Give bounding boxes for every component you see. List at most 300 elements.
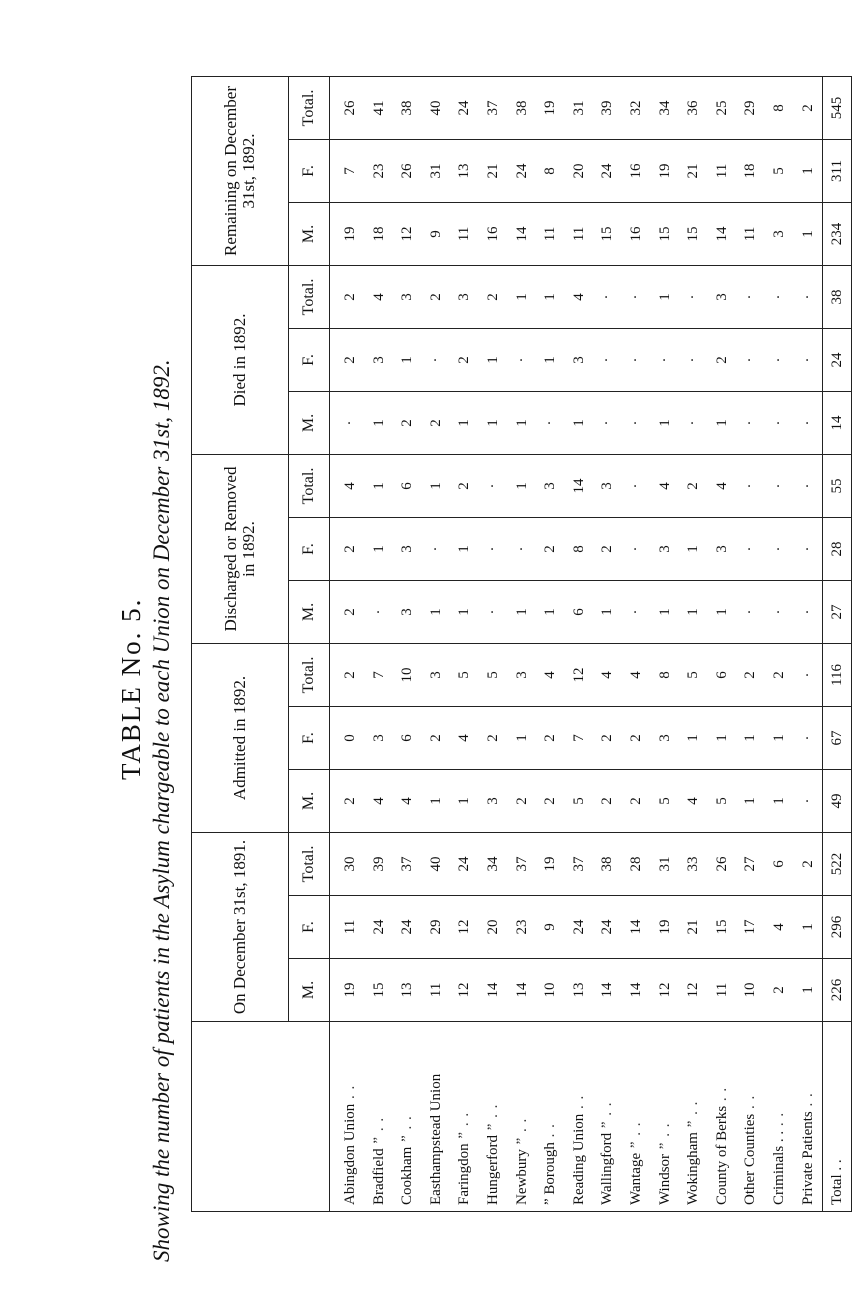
table-cell: 4 (370, 797, 387, 805)
table-cell: 24 (599, 919, 616, 935)
header-died: Died in 1892. (192, 265, 289, 454)
table-cell: 30 (342, 856, 358, 872)
leader-dots: . . (342, 1084, 358, 1104)
table-cell: 3 (370, 734, 387, 742)
table-cell: 40 (427, 100, 444, 116)
union-name: Hungerford (484, 1135, 501, 1205)
table-cell: 5 (770, 167, 787, 175)
table-cell: · (484, 483, 501, 489)
table-cell: 9 (542, 923, 559, 931)
union-name: Windsor (656, 1153, 673, 1205)
union-name: Other Counties (742, 1113, 759, 1205)
table-cell: 2 (742, 671, 759, 679)
table-cell: 3 (399, 545, 416, 553)
leader-dots: ” . . (456, 1111, 473, 1144)
subhead-total: Total. (289, 833, 330, 896)
table-cell: 3 (542, 482, 559, 490)
table-cell: 39 (599, 100, 616, 116)
table-cell: 1 (399, 356, 416, 364)
table-cell: 41 (370, 100, 387, 116)
table-cell: 4 (656, 482, 673, 490)
union-name: Bradfield (370, 1148, 387, 1205)
died-total-column (330, 265, 823, 328)
table-cell: 19 (656, 163, 673, 179)
table-cell: · (427, 546, 444, 552)
table-cell: 14 (713, 226, 730, 242)
table-cell: 11 (342, 919, 358, 935)
table-cell: 1 (427, 608, 444, 616)
table-cell: 3 (713, 545, 730, 553)
table-cell: 12 (456, 919, 473, 935)
table-cell: 2 (342, 671, 358, 679)
table-cell: 2 (770, 671, 787, 679)
table-cell: 2 (627, 734, 644, 742)
union-name: Wallingford (599, 1132, 616, 1205)
leader-dots: ” . . (399, 1115, 416, 1147)
subhead-m: M. (289, 959, 330, 1022)
table-cell: 8 (542, 167, 559, 175)
table-cell: 1 (456, 797, 473, 805)
union-name: Newbury (513, 1149, 530, 1205)
discharged-f-column (330, 518, 823, 581)
discharged-total-column (330, 454, 823, 517)
table-cell: 18 (742, 163, 759, 179)
table-cell: 2 (599, 734, 616, 742)
table-cell: 1 (456, 419, 473, 427)
table-cell: 2 (456, 482, 473, 490)
subhead-f: F. (289, 518, 330, 581)
subhead-m: M. (289, 202, 330, 265)
subhead-m: M. (289, 391, 330, 454)
subhead-total: Total. (289, 265, 330, 328)
table-cell: · (799, 672, 816, 678)
body-row (330, 76, 823, 1211)
table-cell: 4 (399, 797, 416, 805)
table-cell: 1 (542, 356, 559, 364)
table-number: TABLE No. 5. (116, 597, 146, 780)
table-cell: 31 (570, 100, 587, 116)
table-cell: 4 (570, 293, 587, 301)
table-cell: 29 (742, 100, 759, 116)
total-admitted-f: 67 (823, 707, 852, 770)
table-cell: 2 (799, 860, 816, 868)
table-cell: 3 (370, 356, 387, 364)
table-cell: 14 (627, 919, 644, 935)
table-cell: · (770, 420, 787, 426)
table-cell: 1 (599, 608, 616, 616)
table-cell: 2 (627, 797, 644, 805)
table-cell: 7 (342, 167, 358, 175)
table-cell: 15 (370, 982, 387, 998)
table-cell: 24 (399, 919, 416, 935)
union-name: Abingdon Union (342, 1103, 358, 1205)
table-cell: 1 (656, 419, 673, 427)
table-cell: 38 (599, 856, 616, 872)
total-discharged-total: 55 (823, 454, 852, 517)
remaining-m-column (330, 202, 823, 265)
table-cell: 6 (770, 860, 787, 868)
union-names-column (330, 1022, 823, 1212)
table-cell: 4 (770, 923, 787, 931)
table-cell: 29 (427, 919, 444, 935)
total-label: Total . . (823, 1022, 852, 1212)
table-cell: 4 (599, 671, 616, 679)
subhead-f: F. (289, 896, 330, 959)
table-cell: 25 (713, 100, 730, 116)
total-admitted-m: 49 (823, 770, 852, 833)
table-cell: 31 (427, 163, 444, 179)
table-cell: 19 (542, 856, 559, 872)
union-name: Wokingham (685, 1132, 702, 1205)
table-cell: 12 (656, 982, 673, 998)
subhead-m: M. (289, 581, 330, 644)
table-cell: 4 (542, 671, 559, 679)
leader-dots: ” . . (656, 1122, 673, 1154)
table-cell: 14 (599, 982, 616, 998)
table-cell: 10 (742, 982, 759, 998)
table-cell: 2 (342, 545, 358, 553)
table-cell: · (742, 609, 759, 615)
table-cell: 6 (399, 482, 416, 490)
table-cell: 34 (484, 856, 501, 872)
table-cell: 2 (799, 104, 816, 112)
table-cell: 16 (627, 226, 644, 242)
table-cell: 37 (399, 856, 416, 872)
table-cell: 1 (456, 608, 473, 616)
table-cell: 31 (656, 856, 673, 872)
table-cell: 28 (627, 856, 644, 872)
table-cell: 16 (627, 163, 644, 179)
union-name: ” Borough (542, 1142, 559, 1205)
table-cell: 2 (599, 797, 616, 805)
table-cell: · (627, 294, 644, 300)
table-cell: 2 (342, 356, 358, 364)
table-cell: 24 (456, 856, 473, 872)
union-name: Wantage (627, 1152, 644, 1205)
union-name: Criminals . . (770, 1130, 787, 1205)
table-cell: 1 (770, 734, 787, 742)
table-cell: · (799, 735, 816, 741)
table-cell: 2 (770, 986, 787, 994)
table-cell: 23 (370, 163, 387, 179)
table-cell: 20 (570, 163, 587, 179)
table-cell: 1 (713, 734, 730, 742)
union-name: Faringdon (456, 1143, 473, 1205)
table-cell: · (770, 357, 787, 363)
table-cell: 6 (713, 671, 730, 679)
table-cell: 26 (399, 163, 416, 179)
union-label (336, 1025, 365, 1205)
table-cell: · (742, 420, 759, 426)
subhead-total: Total. (289, 454, 330, 517)
table-cell: 27 (742, 856, 759, 872)
table-cell: · (627, 483, 644, 489)
table-cell: 1 (570, 419, 587, 427)
total-on-total: 522 (823, 833, 852, 896)
table-cell: 1 (427, 482, 444, 490)
union-label (393, 1025, 422, 1205)
table-cell: · (742, 357, 759, 363)
label-column-header (192, 1022, 330, 1212)
table-cell: 1 (542, 608, 559, 616)
table-cell: 5 (656, 797, 673, 805)
table-cell: 18 (370, 226, 387, 242)
leader-dots: ” . . (513, 1117, 530, 1150)
union-label (679, 1025, 708, 1205)
table-cell: 1 (370, 419, 387, 427)
table-cell: 7 (370, 671, 387, 679)
table-cell: · (799, 294, 816, 300)
table-cell: 3 (656, 734, 673, 742)
admitted-f-column (330, 707, 823, 770)
table-cell: 2 (427, 293, 444, 301)
table-cell: 1 (685, 734, 702, 742)
table-cell: 2 (427, 734, 444, 742)
table-caption: Showing the number of patients in the Asylum chargeable to each Union on December 31st, 1892. (149, 359, 174, 1262)
union-label (708, 1025, 737, 1205)
table-cell: 37 (484, 100, 501, 116)
table-cell: 1 (685, 545, 702, 553)
table-cell: 2 (484, 734, 501, 742)
table-cell: 11 (542, 226, 559, 242)
table-cell: 11 (427, 982, 444, 998)
table-cell: · (799, 357, 816, 363)
table-cell: 1 (770, 797, 787, 805)
total-remaining-total: 545 (823, 76, 852, 139)
table-cell: 24 (370, 919, 387, 935)
table-cell: 12 (456, 982, 473, 998)
table-cell: 5 (456, 671, 473, 679)
table-cell: 38 (399, 100, 416, 116)
table-cell: 3 (513, 671, 530, 679)
table-cell: 24 (570, 919, 587, 935)
table-cell: · (770, 546, 787, 552)
table-cell: · (599, 357, 616, 363)
table-cell: 0 (342, 734, 358, 742)
table-cell: · (627, 357, 644, 363)
table-cell: 3 (656, 545, 673, 553)
table-cell: 1 (656, 608, 673, 616)
table-cell: 3 (456, 293, 473, 301)
table-cell: · (427, 357, 444, 363)
table-cell: 1 (427, 797, 444, 805)
union-label (450, 1025, 479, 1205)
table-cell: 5 (570, 797, 587, 805)
table-cell: 15 (599, 226, 616, 242)
table-cell: 5 (685, 671, 702, 679)
table-cell: 39 (370, 856, 387, 872)
table-cell: 19 (342, 982, 358, 998)
table-cell: 14 (513, 226, 530, 242)
table-cell: · (770, 294, 787, 300)
table-cell: 15 (685, 226, 702, 242)
table-cell: 2 (542, 734, 559, 742)
total-row (823, 76, 852, 1211)
table-cell: · (627, 609, 644, 615)
table-cell: 37 (513, 856, 530, 872)
table-cell: 1 (713, 419, 730, 427)
table-cell: · (685, 357, 702, 363)
leader-dots: . . (770, 1111, 787, 1131)
on-dec-1891-m-column (330, 959, 823, 1022)
table-cell: · (685, 294, 702, 300)
total-discharged-f: 28 (823, 518, 852, 581)
table-cell: · (627, 420, 644, 426)
subhead-total: Total. (289, 76, 330, 139)
total-remaining-m: 234 (823, 202, 852, 265)
union-label (479, 1025, 508, 1205)
leader-dots: ” . . (484, 1103, 501, 1136)
table-cell: 11 (570, 226, 587, 242)
table-cell: · (770, 609, 787, 615)
table-cell: 1 (713, 608, 730, 616)
leader-dots: . . (742, 1094, 759, 1114)
discharged-m-column (330, 581, 823, 644)
table-cell: · (799, 546, 816, 552)
table-cell: 11 (456, 226, 473, 242)
table-cell: 23 (513, 919, 530, 935)
subhead-f: F. (289, 707, 330, 770)
table-cell: 19 (542, 100, 559, 116)
remaining-total-column (330, 76, 823, 139)
table-cell: 32 (627, 100, 644, 116)
total-died-f: 24 (823, 328, 852, 391)
union-label (651, 1025, 680, 1205)
union-label (736, 1025, 765, 1205)
table-cell: · (742, 294, 759, 300)
table-cell: 21 (685, 163, 702, 179)
table-cell: 4 (456, 734, 473, 742)
rotated-table-wrapper (191, 77, 845, 1212)
header-admitted: Admitted in 1892. (192, 644, 289, 833)
union-label (622, 1025, 651, 1205)
table-cell: 40 (427, 856, 444, 872)
table-cell: 11 (742, 226, 759, 242)
union-name: Easthampstead Union (427, 1073, 444, 1205)
union-label (565, 1025, 594, 1205)
table-cell: 33 (685, 856, 702, 872)
table-cell: 14 (570, 478, 587, 494)
leader-dots: ” . . (599, 1101, 616, 1133)
table-cell: 3 (427, 671, 444, 679)
table-cell: 20 (484, 919, 501, 935)
table-cell: 26 (342, 100, 358, 116)
table-cell: 3 (399, 293, 416, 301)
table-cell: 24 (513, 163, 530, 179)
table-cell: 1 (742, 734, 759, 742)
total-admitted-total: 116 (823, 644, 852, 707)
table-cell: 2 (713, 356, 730, 364)
table-cell: · (627, 546, 644, 552)
died-m-column (330, 391, 823, 454)
table-cell: 8 (770, 104, 787, 112)
table-cell: 1 (513, 419, 530, 427)
table-cell: · (513, 357, 530, 363)
subhead-f: F. (289, 328, 330, 391)
table-cell: 24 (456, 100, 473, 116)
table-cell: 5 (713, 797, 730, 805)
table-cell: 1 (513, 608, 530, 616)
table-cell: 1 (799, 923, 816, 931)
table-cell: · (656, 357, 673, 363)
admitted-total-column (330, 644, 823, 707)
table-cell: 2 (456, 356, 473, 364)
union-name: Reading Union (570, 1113, 587, 1205)
table-cell: 1 (370, 482, 387, 490)
table-cell: 2 (399, 419, 416, 427)
table-cell: 6 (570, 608, 587, 616)
union-label (536, 1025, 565, 1205)
group-header-row (192, 76, 289, 1211)
total-remaining-f: 311 (823, 139, 852, 202)
table-cell: 1 (370, 545, 387, 553)
table-cell: 16 (484, 226, 501, 242)
total-died-m: 14 (823, 391, 852, 454)
table-cell: · (599, 420, 616, 426)
table-cell: 2 (342, 608, 358, 616)
subhead-m: M. (289, 770, 330, 833)
subhead-total: Total. (289, 644, 330, 707)
table-cell: · (542, 420, 559, 426)
total-on-m: 226 (823, 959, 852, 1022)
table-cell: · (742, 483, 759, 489)
table-cell: 2 (542, 545, 559, 553)
table-cell: · (484, 609, 501, 615)
table-cell: 2 (484, 293, 501, 301)
table-cell: 26 (713, 856, 730, 872)
table-cell: 4 (713, 482, 730, 490)
table-cell: 13 (399, 982, 416, 998)
table-cell: 3 (570, 356, 587, 364)
table-cell: 4 (685, 797, 702, 805)
union-label (794, 1025, 823, 1205)
table-cell: · (370, 609, 387, 615)
table-cell: 1 (513, 293, 530, 301)
table-cell: 14 (484, 982, 501, 998)
table-cell: 11 (713, 982, 730, 998)
table-cell: 13 (456, 163, 473, 179)
table-cell: · (513, 546, 530, 552)
table-cell: 6 (399, 734, 416, 742)
table-cell: 1 (742, 797, 759, 805)
leader-dots: ” . . (627, 1121, 644, 1153)
table-cell: 2 (542, 797, 559, 805)
leader-dots: ” . . (685, 1100, 702, 1133)
on-dec-1891-f-column (330, 896, 823, 959)
table-cell: 12 (399, 226, 416, 242)
table-cell: 3 (484, 797, 501, 805)
table-cell: 1 (513, 734, 530, 742)
remaining-f-column (330, 139, 823, 202)
union-label (765, 1025, 794, 1205)
table-cell: 15 (713, 919, 730, 935)
leader-dots: . . (713, 1086, 730, 1106)
table-cell: 38 (513, 100, 530, 116)
table-cell: 14 (513, 982, 530, 998)
union-name: Private Patients (799, 1111, 816, 1205)
table-cell: 3 (770, 230, 787, 238)
table-cell: 5 (484, 671, 501, 679)
union-label (422, 1025, 451, 1205)
table-cell: 21 (685, 919, 702, 935)
table-cell: 11 (713, 163, 730, 179)
table-cell: 3 (399, 608, 416, 616)
table-cell: 3 (713, 293, 730, 301)
total-died-total: 38 (823, 265, 852, 328)
table-cell: 1 (484, 356, 501, 364)
table-cell: 10 (542, 982, 559, 998)
table-cell: · (484, 546, 501, 552)
